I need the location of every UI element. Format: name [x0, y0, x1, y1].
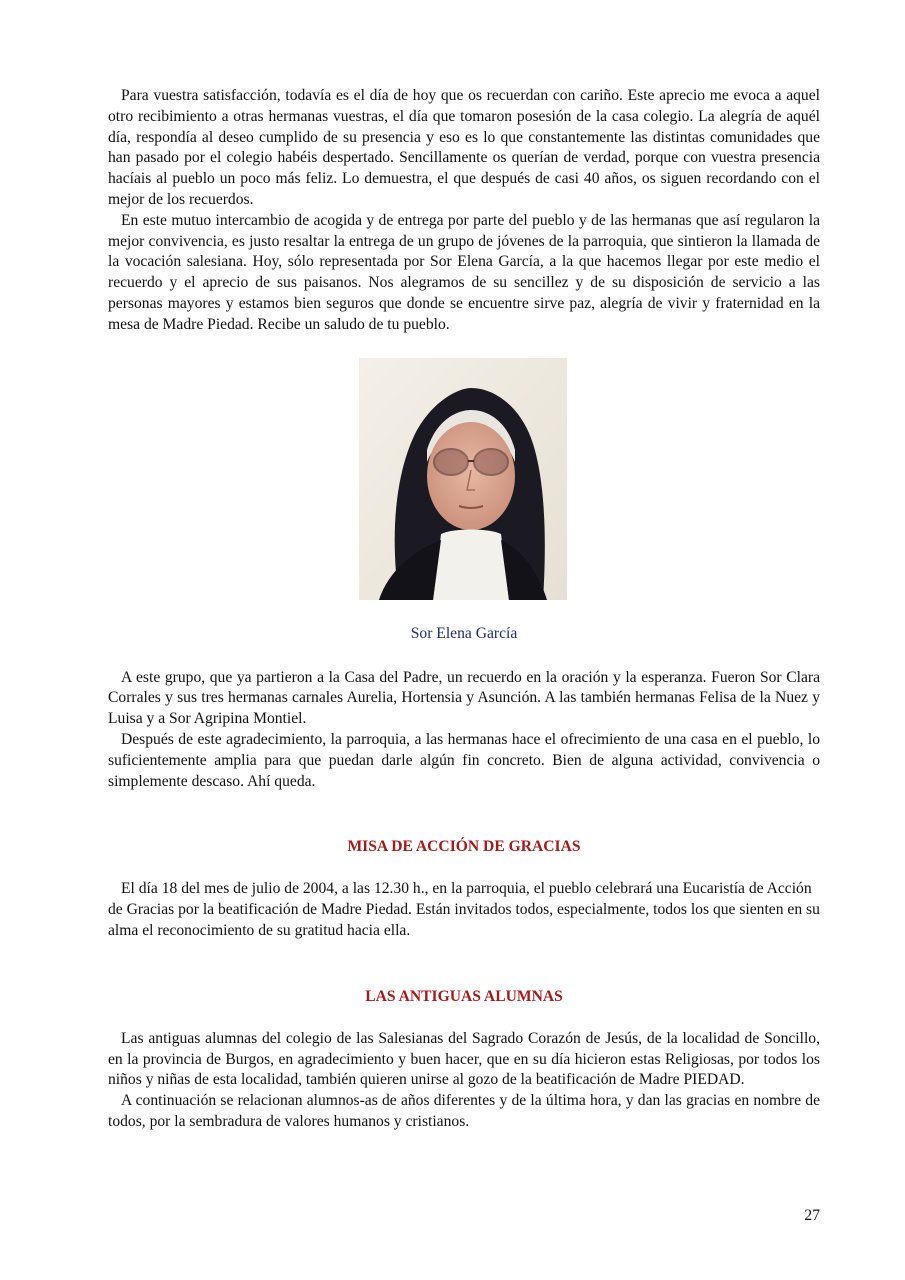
section-heading-misa: MISA DE ACCIÓN DE GRACIAS: [347, 838, 581, 856]
portrait-image: [359, 358, 567, 600]
paragraph-6: Las antiguas alumnas del colegio de las Salesianas del Sagrado Corazón de Jesús, de la localidad de Soncillo, en la provincia de Burgos, en agradecimiento y buen hacer, que en su día hicieron estas Religiosas, por todos los niños y niñas de esta localidad, también quieren unirse al gozo de la beatificación de Madre PIEDAD.: [108, 1029, 820, 1089]
paragraph-3: A este grupo, que ya partieron a la Casa del Padre, un recuerdo en la oración y la esperanza. Fueron Sor Clara Corrales y sus tres hermanas carnales Aurelia, Hortensia y Asunción. A las también hermanas Felisa de la Nuez y Luisa y a Sor Agripina Montiel.: [108, 668, 820, 728]
photo-caption: Sor Elena García: [410, 624, 518, 642]
portrait-photo: [359, 358, 567, 600]
section-heading-alumnas: LAS ANTIGUAS ALUMNAS: [365, 987, 563, 1005]
paragraph-7: A continuación se relacionan alumnos-as de años diferentes y de la última hora, y dan las gracias en nombre de todos, por la sembradura de valores humanos y cristianos.: [108, 1092, 820, 1130]
paragraph-1: Para vuestra satisfacción, todavía es el día de hoy que os recuerdan con cariño. Este aprecio me evoca a aquel otro recibimiento a otras hermanas vuestras, el día que tomaron posesión de la casa colegio. La alegría de aquél día, respondía al deseo cumplido de su presencia y eso es lo que constantemente las distintas comunidades que han pasado por el colegio habéis despertado. Sencillamente os querían de verdad, porque con vuestra presencia hacíais al pueblo un poco más feliz. Lo demuestra, el que después de casi 40 años, os siguen recordando con el mejor de los recuerdos.: [108, 87, 820, 208]
photo-block: [108, 358, 820, 602]
paragraph-2: En este mutuo intercambio de acogida y de entrega por parte del pueblo y de las hermanas que así regularon la mejor convivencia, es justo resaltar la entrega de un grupo de jóvenes de la parroquia, que sintieron la llamada de la vocación salesiana. Hoy, sólo representada por Sor Elena García, a la que hacemos llegar por este medio el recuerdo y el aprecio de sus paisanos. Nos alegramos de su sencillez y de su disposición de servicio a las personas mayores y estamos bien seguros que donde se encuentre sirve paz, alegría de vivir y fraternidad en la mesa de Madre Piedad. Recibe un saludo de tu pueblo.: [108, 211, 820, 333]
document-page: [108, 86, 820, 1133]
paragraph-4: Después de este agradecimiento, la parroquia, a las hermanas hace el ofrecimiento de una casa en el pueblo, lo suficientemente amplia para que puedan darle algún fin concreto. Bien de alguna actividad, convivencia o simplemente descaso. Ahí queda.: [108, 730, 820, 790]
paragraph-5: El día 18 del mes de julio de 2004, a las 12.30 h., en la parroquia, el pueblo celebrará una Eucaristía de Acción de Gracias por la beatificación de Madre Piedad. Están invitados todos, especialmente, todos los que sienten en su alma el reconocimiento de su gratitud hacia ella.: [108, 880, 820, 939]
page-number: 27: [804, 1207, 820, 1224]
